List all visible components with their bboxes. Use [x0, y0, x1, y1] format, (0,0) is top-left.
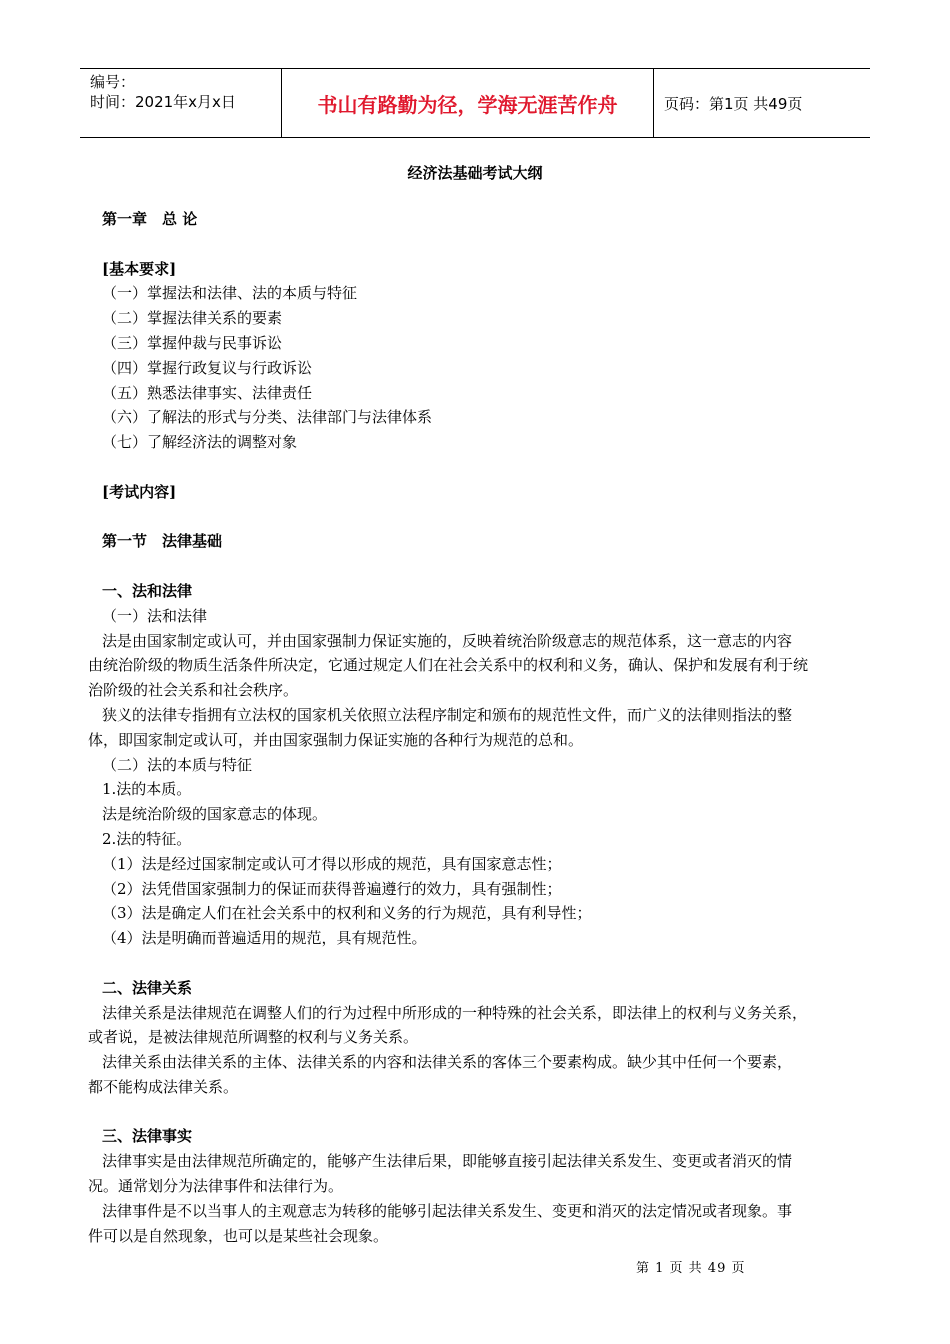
paragraph-line: 由统治阶级的物质生活条件所决定，它通过规定人们在社会关系中的权利和义务，确认、保护和发展有利于统	[88, 656, 809, 675]
paragraph-line: 况。通常划分为法律事件和法律行为。	[88, 1177, 344, 1196]
paragraph-line: 法律关系是法律规范在调整人们的行为过程中所形成的一种特殊的社会关系，即法律上的权利与义务关系，	[102, 1003, 808, 1022]
feature-item: （2）法凭借国家强制力的保证而获得普遍遵行的效力，具有强制性；	[102, 879, 562, 898]
part3-heading: 三、法律事实	[102, 1127, 193, 1146]
requirement-item: （六）了解法的形式与分类、法律部门与法律体系	[102, 408, 433, 427]
requirement-item: （二）掌握法律关系的要素	[102, 309, 283, 328]
paragraph-line: 法律事实是由法律规范所确定的，能够产生法律后果，即能够直接引起法律关系发生、变更或者消灭的情	[102, 1152, 793, 1171]
requirement-item: （四）掌握行政复议与行政诉讼	[102, 358, 313, 377]
paragraph-line: 都不能构成法律关系。	[88, 1077, 239, 1096]
page-header	[80, 68, 870, 138]
header-motto: 书山有路勤为径，学海无涯苦作舟	[282, 69, 654, 137]
numbered-item: 2.法的特征。	[102, 829, 192, 848]
paragraph-line: 或者说，是被法律规范所调整的权利与义务关系。	[88, 1028, 419, 1047]
requirement-item: （三）掌握仲裁与民事诉讼	[102, 333, 283, 352]
header-page-info: 页码：第1页 共49页	[664, 94, 803, 113]
chapter-heading: 第一章 总 论	[102, 210, 198, 228]
exam-content-heading: [考试内容]	[102, 482, 177, 501]
feature-item: （1）法是经过国家制定或认可才得以形成的规范，具有国家意志性；	[102, 854, 562, 873]
paragraph-line: 体，即国家制定或认可，并由国家强制力保证实施的各种行为规范的总和。	[88, 730, 584, 749]
document-title: 经济法基础考试大纲	[407, 164, 543, 182]
section-heading: 第一节 法律基础	[102, 532, 223, 551]
paragraph-line: 件可以是自然现象，也可以是某些社会现象。	[88, 1226, 389, 1245]
header-meta	[80, 69, 282, 137]
feature-item: （4）法是明确而普遍适用的规范，具有规范性。	[102, 929, 427, 948]
feature-item: （3）法是确定人们在社会关系中的权利和义务的行为规范，具有利导性；	[102, 904, 592, 923]
paragraph-line: 法律关系由法律关系的主体、法律关系的内容和法律关系的客体三个要素构成。缺少其中任何一个要素，	[102, 1053, 793, 1072]
document-body	[88, 207, 880, 1248]
document-number: 编号：	[90, 73, 136, 91]
part1-sub1: （一）法和法律	[102, 606, 208, 625]
numbered-item: 1.法的本质。	[102, 780, 192, 799]
paragraph-line: 法是由国家制定或认可，并由国家强制力保证实施的，反映着统治阶级意志的规范体系，这一意志的内容	[102, 631, 793, 650]
requirement-item: （七）了解经济法的调整对象	[102, 433, 298, 452]
paragraph-line: 治阶级的社会关系和社会秩序。	[88, 681, 299, 700]
part1-heading: 一、法和法律	[102, 581, 193, 600]
page-footer: 第 1 页 共 49 页	[636, 1261, 746, 1276]
requirement-item: （一）掌握法和法律、法的本质与特征	[102, 284, 358, 303]
document-date: 时间：2021年x月x日	[90, 93, 236, 111]
requirement-item: （五）熟悉法律事实、法律责任	[102, 383, 313, 402]
paragraph-line: 法律事件是不以当事人的主观意志为转移的能够引起法律关系发生、变更和消灭的法定情况或者现象。事	[102, 1201, 793, 1220]
paragraph-line: 法是统治阶级的国家意志的体现。	[102, 805, 328, 824]
paragraph-line: 狭义的法律专指拥有立法权的国家机关依照立法程序制定和颁布的规范性文件，而广义的法律则指法的整	[102, 705, 793, 724]
basic-requirements-heading: [基本要求]	[102, 259, 177, 278]
part1-sub2: （二）法的本质与特征	[102, 755, 253, 774]
part2-heading: 二、法律关系	[102, 978, 193, 997]
